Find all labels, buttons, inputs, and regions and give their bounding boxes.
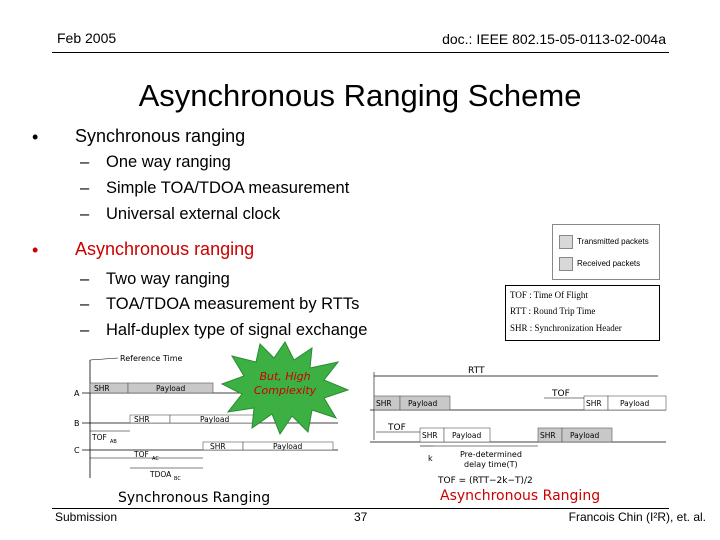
dash-marker: –: [80, 205, 90, 223]
async-item-3: Half-duplex type of signal exchange: [106, 321, 368, 339]
rx-shr-a-label: SHR: [586, 399, 602, 408]
dash-marker: –: [80, 179, 90, 197]
predetermined-label: Pre-determined: [460, 450, 522, 459]
dash-marker: –: [80, 321, 90, 339]
dash-marker: –: [80, 270, 90, 288]
received-swatch: [559, 257, 573, 271]
row-label-b: B: [74, 419, 80, 428]
dash-marker: –: [80, 153, 90, 171]
definition-tof: TOF : Time Of Flight: [510, 290, 588, 300]
header-date: Feb 2005: [57, 30, 117, 46]
slide-title: Asynchronous Ranging Scheme: [138, 78, 582, 113]
bullet-marker: •: [32, 127, 39, 147]
footer-page-number: 37: [354, 510, 368, 524]
tx-payload-b-label: Payload: [570, 431, 600, 440]
header-rule: [52, 52, 669, 53]
rtt-label: RTT: [468, 366, 485, 376]
legend-received: Received packets: [577, 259, 641, 268]
header-doc-id: doc.: IEEE 802.15-05-0113-02-004a: [442, 31, 666, 47]
row-label-c: C: [74, 446, 80, 455]
transmitted-swatch: [559, 235, 573, 249]
sync-item-2: Simple TOA/TDOA measurement: [106, 179, 350, 197]
starburst-line-2: Complexity: [253, 384, 317, 397]
bullet-marker: •: [32, 240, 39, 260]
footer-rule: [52, 508, 669, 509]
footer-author: Francois Chin (I²R), et. al.: [568, 510, 706, 524]
rx-payload-a-label: Payload: [620, 399, 650, 408]
tof-ac-label: TOF: [134, 450, 149, 459]
k-label: k: [428, 454, 433, 463]
tof-label-top: TOF: [552, 389, 570, 399]
tx-payload-label: Payload: [408, 399, 438, 408]
tx-shr-b-label: SHR: [540, 431, 556, 440]
packet-c-payload-label: Payload: [273, 442, 303, 451]
async-ranging-diagram: [368, 362, 668, 490]
bullet-sync: Synchronous ranging: [75, 126, 246, 146]
packet-a-shr-label: SHR: [94, 384, 110, 393]
bullet-async: Asynchronous ranging: [75, 239, 255, 259]
packet-c-shr-label: SHR: [210, 442, 226, 451]
tof-ab-label: TOF: [92, 433, 107, 442]
definitions-box: [505, 285, 660, 341]
legend-transmitted: Transmitted packets: [577, 237, 649, 246]
row-label-a: A: [74, 389, 80, 398]
rx-payload-b-label: Payload: [452, 431, 482, 440]
footer-submission: Submission: [55, 510, 118, 524]
tdoa-label: TDOA: [150, 470, 172, 479]
complexity-starburst: [220, 340, 350, 435]
delay-time-label: delay time(T): [464, 460, 518, 469]
dash-marker: –: [80, 295, 90, 313]
definition-shr: SHR : Synchronization Header: [510, 323, 622, 333]
tof-label-bottom: TOF: [388, 423, 406, 433]
starburst-line-1: But, High: [259, 370, 311, 383]
tdoa-sub: BC: [174, 476, 181, 482]
async-item-2: TOA/TDOA measurement by RTTs: [106, 295, 360, 313]
packet-b-shr-label: SHR: [134, 415, 150, 424]
ref-leader: [90, 358, 118, 360]
tof-formula: TOF = (RTT−2k−T)/2: [438, 476, 533, 486]
tx-shr-label: SHR: [376, 399, 392, 408]
ref-time-label: Reference Time: [120, 354, 183, 363]
async-caption: Asynchronous Ranging: [440, 488, 601, 504]
packet-legend: [552, 224, 660, 280]
sync-item-1: One way ranging: [106, 153, 231, 171]
tof-ac-sub: AC: [152, 456, 159, 462]
definition-rtt: RTT : Round Trip Time: [510, 306, 596, 316]
sync-item-3: Universal external clock: [106, 205, 281, 223]
sync-caption: Synchronous Ranging: [118, 490, 271, 506]
rx-shr-b-label: SHR: [422, 431, 438, 440]
tof-ab-sub: AB: [110, 439, 117, 445]
async-item-1: Two way ranging: [106, 270, 230, 288]
packet-b-payload-label: Payload: [200, 415, 230, 424]
packet-a-payload-label: Payload: [156, 384, 186, 393]
